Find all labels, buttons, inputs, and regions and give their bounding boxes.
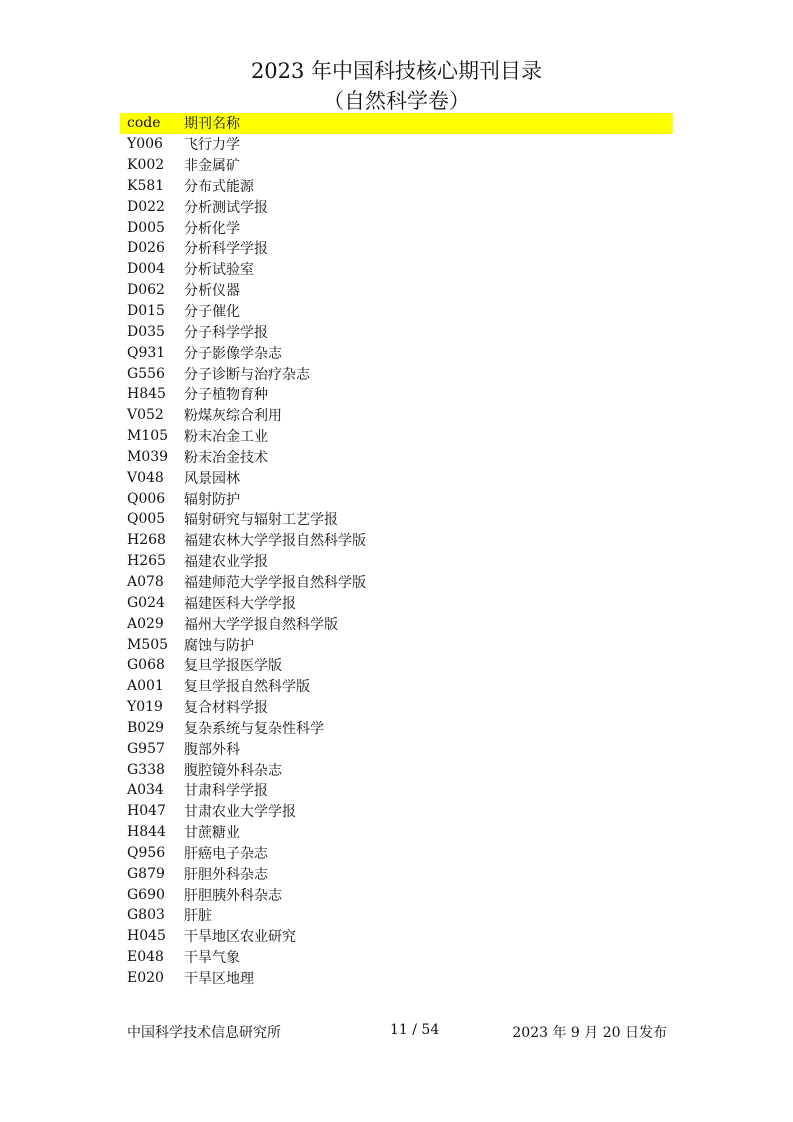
table-row [120, 176, 673, 197]
journal-code: H047 [127, 803, 166, 820]
table-row [120, 655, 673, 676]
table-row [120, 592, 673, 613]
journal-code: D005 [127, 219, 165, 236]
journal-name: 复杂系统与复杂性科学 [184, 720, 324, 737]
journal-name: 腹腔镜外科杂志 [184, 762, 282, 779]
journal-code: A078 [127, 573, 164, 590]
footer-page-number: 11 / 54 [390, 1022, 440, 1038]
table-row [120, 217, 673, 238]
journal-name: 甘肃科学学报 [184, 783, 268, 800]
journal-code: B029 [127, 719, 165, 736]
journal-code: D026 [127, 240, 165, 257]
table-row [120, 676, 673, 697]
journal-name: 辐射研究与辐射工艺学报 [184, 512, 338, 529]
table-row [120, 301, 673, 322]
journal-name: 粉煤灰综合利用 [184, 408, 282, 425]
table-row [120, 780, 673, 801]
journal-code: A001 [127, 678, 164, 695]
journal-name: 福建农业学报 [184, 554, 268, 571]
journal-code: E048 [127, 949, 164, 966]
journal-code: E020 [127, 970, 164, 987]
journal-name: 福建师范大学学报自然科学版 [184, 574, 366, 591]
journal-code: G690 [127, 886, 165, 903]
journal-name: 分析试验室 [184, 262, 254, 279]
table-row [120, 634, 673, 655]
table-row [120, 134, 673, 155]
journal-name: 粉末冶金技术 [184, 449, 268, 466]
table-row [120, 447, 673, 468]
table-row [120, 384, 673, 405]
journal-code: G957 [127, 740, 165, 757]
journal-name: 福建医科大学学报 [184, 595, 296, 612]
table-row [120, 530, 673, 551]
page-title: 2023 年中国科技核心期刊目录 [250, 59, 543, 83]
table-row [120, 238, 673, 259]
journal-name: 分析科学学报 [184, 241, 268, 258]
journal-name: 福州大学学报自然科学版 [184, 616, 338, 633]
journal-name: 肝胆胰外科杂志 [184, 887, 282, 904]
journal-code: K002 [127, 157, 165, 174]
journal-name: 分子影像学杂志 [184, 345, 282, 362]
journal-name: 复旦学报医学版 [184, 658, 282, 675]
table-row [120, 905, 673, 926]
journal-code: V048 [127, 469, 164, 486]
journal-code: A029 [127, 615, 164, 632]
table-row [120, 572, 673, 593]
table-row [120, 843, 673, 864]
journal-name: 飞行力学 [184, 137, 240, 154]
table-row [120, 717, 673, 738]
table-row [120, 968, 673, 989]
journal-code: Y006 [127, 136, 163, 153]
journal-name: 肝胆外科杂志 [184, 866, 268, 883]
journal-name: 分析仪器 [184, 283, 240, 300]
journal-name: 分子诊断与治疗杂志 [184, 366, 310, 383]
journal-name: 肝癌电子杂志 [184, 845, 268, 862]
table-row [120, 467, 673, 488]
table-row [120, 488, 673, 509]
page-subtitle: （自然科学卷） [323, 89, 470, 113]
journal-code: V052 [127, 407, 164, 424]
journal-code: Q931 [127, 344, 166, 361]
table-row [120, 509, 673, 530]
table-row [120, 822, 673, 843]
journal-name: 腹部外科 [184, 741, 240, 758]
journal-name: 干旱气象 [184, 950, 240, 967]
journal-code: D015 [127, 303, 165, 320]
table-row [120, 926, 673, 947]
journal-name: 腐蚀与防护 [184, 637, 254, 654]
journal-name: 福建农林大学学报自然科学版 [184, 533, 366, 550]
journal-name: 复合材料学报 [184, 700, 268, 717]
journal-code: G879 [127, 865, 165, 882]
table-row [120, 363, 673, 384]
journal-code: M105 [127, 428, 169, 445]
table-row [120, 551, 673, 572]
journal-code: D035 [127, 323, 165, 340]
footer-publish-date: 2023 年 9 月 20 日发布 [512, 1025, 667, 1041]
journal-code: Q006 [127, 490, 166, 507]
journal-code: H265 [127, 553, 166, 570]
table-row [120, 801, 673, 822]
table-row [120, 738, 673, 759]
header-name: 期刊名称 [184, 116, 240, 133]
journal-name: 非金属矿 [184, 158, 240, 175]
journal-table [120, 113, 673, 988]
journal-code: G024 [127, 594, 165, 611]
journal-name: 粉末冶金工业 [184, 429, 268, 446]
journal-name: 分布式能源 [184, 178, 254, 195]
table-row [120, 405, 673, 426]
table-row [120, 196, 673, 217]
table-row [120, 155, 673, 176]
journal-name: 分子植物育种 [184, 387, 268, 404]
journal-name: 干旱区地理 [184, 971, 254, 988]
journal-name: 辐射防护 [184, 491, 240, 508]
journal-code: M039 [127, 448, 169, 465]
journal-code: D004 [127, 261, 165, 278]
table-header [120, 113, 673, 134]
table-row [120, 259, 673, 280]
journal-code: D022 [127, 198, 165, 215]
table-body [120, 134, 673, 989]
journal-code: G556 [127, 365, 165, 382]
journal-code: H844 [127, 824, 166, 841]
journal-code: H045 [127, 928, 166, 945]
table-row [120, 613, 673, 634]
table-row [120, 759, 673, 780]
journal-code: Q956 [127, 844, 166, 861]
table-row [120, 426, 673, 447]
journal-code: Y019 [127, 699, 163, 716]
table-row [120, 342, 673, 363]
journal-code: A034 [127, 782, 164, 799]
journal-code: G338 [127, 761, 165, 778]
journal-code: G068 [127, 657, 165, 674]
table-row [120, 321, 673, 342]
journal-code: Q005 [127, 511, 166, 528]
table-row [120, 884, 673, 905]
journal-code: M505 [127, 636, 169, 653]
journal-name: 干旱地区农业研究 [184, 929, 296, 946]
journal-code: K581 [127, 177, 165, 194]
header-code: code [127, 115, 161, 132]
journal-name: 分析化学 [184, 220, 240, 237]
table-row [120, 947, 673, 968]
journal-code: G803 [127, 907, 165, 924]
table-row [120, 280, 673, 301]
journal-name: 分子催化 [184, 304, 240, 321]
journal-name: 甘蔗糖业 [184, 825, 240, 842]
journal-name: 分子科学学报 [184, 324, 268, 341]
journal-code: D062 [127, 282, 165, 299]
journal-name: 甘肃农业大学学报 [184, 804, 296, 821]
table-row [120, 863, 673, 884]
journal-name: 复旦学报自然科学版 [184, 679, 310, 696]
footer-organization: 中国科学技术信息研究所 [127, 1025, 281, 1041]
journal-code: H845 [127, 386, 166, 403]
journal-name: 风景园林 [184, 470, 240, 487]
journal-name: 肝脏 [184, 908, 212, 925]
page-footer [0, 1022, 793, 1042]
journal-code: H268 [127, 532, 166, 549]
table-row [120, 697, 673, 718]
journal-name: 分析测试学报 [184, 199, 268, 216]
